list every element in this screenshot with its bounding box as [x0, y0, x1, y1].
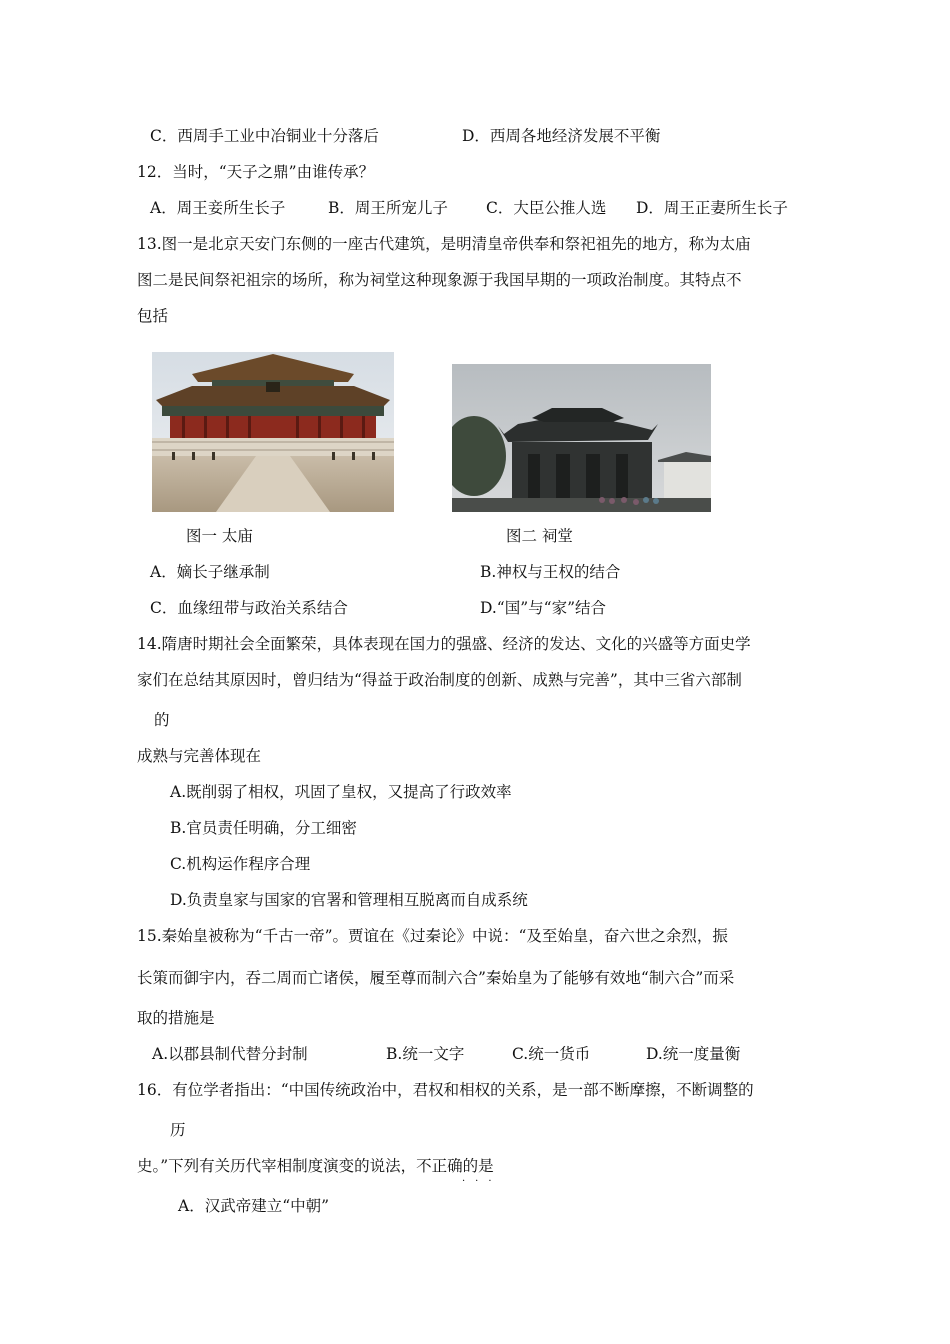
q16-stem-line-3: 史。”下列有关历代宰相制度演变的说法，不正确的是	[137, 1157, 494, 1175]
emphasis-dots: ···	[462, 1176, 502, 1187]
q12-stem: 12．当时，“天子之鼎”由谁传承？	[137, 163, 375, 181]
q12-option-c: C．大臣公推人选	[486, 199, 607, 217]
citang-photo	[452, 364, 711, 512]
q15-option-a: A.以郡县制代替分封制	[152, 1045, 308, 1063]
q16-stem-line-2: 历	[170, 1121, 186, 1139]
q13-stem-line-1: 13.图一是北京天安门东侧的一座古代建筑，是明清皇帝供奉和祭祀祖先的地方，称为太庙	[137, 235, 751, 253]
q14-stem-line-2: 家们在总结其原因时，曾归结为“得益于政治制度的创新、成熟与完善”，其中三省六部制	[137, 671, 742, 689]
q13-option-a: A．嫡长子继承制	[150, 563, 270, 581]
q13-option-d: D.“国”与“家”结合	[480, 599, 606, 617]
q14-stem-line-1: 14.隋唐时期社会全面繁荣，具体表现在国力的强盛、经济的发达、文化的兴盛等方面史学	[137, 635, 751, 653]
q15-option-d: D.统一度量衡	[646, 1045, 741, 1063]
q14-stem-line-3: 的	[154, 711, 170, 729]
q15-option-c: C.统一货币	[512, 1045, 591, 1063]
q13-stem-line-2: 图二是民间祭祀祖宗的场所，称为祠堂这种现象源于我国早期的一项政治制度。其特点不	[137, 271, 742, 289]
q12-option-b: B．周王所宠儿子	[328, 199, 448, 217]
figure-2-caption: 图二 祠堂	[506, 527, 573, 545]
q14-stem-line-4: 成熟与完善体现在	[137, 747, 262, 765]
q15-option-b: B.统一文字	[386, 1045, 465, 1063]
q11-option-d: D．西周各地经济发展不平衡	[462, 127, 661, 145]
q12-option-d: D．周王正妻所生长子	[636, 199, 788, 217]
q16-stem-line-1: 16．有位学者指出：“中国传统政治中，君权和相权的关系，是一部不断摩擦，不断调整的	[137, 1081, 754, 1099]
q13-option-c: C．血缘纽带与政治关系结合	[150, 599, 348, 617]
q16-option-a: A．汉武帝建立“中朝”	[178, 1197, 330, 1215]
q14-option-b: B.官员责任明确，分工细密	[170, 819, 357, 837]
q15-stem-line-2: 长策而御宇内，吞二周而亡诸侯，履至尊而制六合”秦始皇为了能够有效地“制六合”而采	[137, 969, 735, 987]
q15-stem-line-1: 15.秦始皇被称为“千古一帝”。贾谊在《过秦论》中说：“及至始皇，奋六世之余烈，振	[137, 927, 728, 945]
q12-option-a: A．周王妾所生长子	[150, 199, 286, 217]
q15-stem-line-3: 取的措施是	[137, 1009, 215, 1027]
figure-1-caption: 图一 太庙	[186, 527, 253, 545]
q11-option-c: C．西周手工业中冶铜业十分落后	[150, 127, 379, 145]
taimiao-photo	[152, 352, 394, 512]
q14-option-c: C.机构运作程序合理	[170, 855, 311, 873]
q13-option-b: B.神权与王权的结合	[480, 563, 621, 581]
q14-option-a: A.既削弱了相权，巩固了皇权，又提高了行政效率	[170, 783, 512, 801]
q13-stem-line-3: 包括	[137, 307, 169, 325]
q14-option-d: D.负责皇家与国家的官署和管理相互脱离而自成系统	[170, 891, 528, 909]
